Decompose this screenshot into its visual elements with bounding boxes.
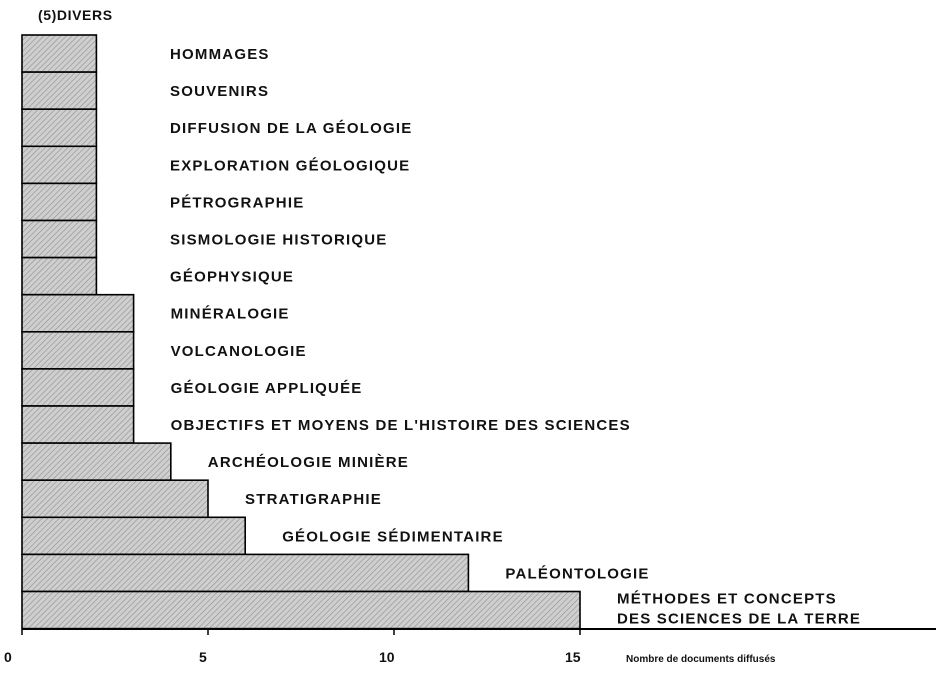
bar-paleontologie xyxy=(22,554,468,591)
category-label-volcanologie: VOLCANOLOGIE xyxy=(170,342,307,360)
category-label-objectifs-et-moyens-de-l-histoire-des-sciences: OBJECTIFS ET MOYENS DE L'HISTOIRE DES SCIENCES xyxy=(170,417,631,434)
bar-stratigraphie xyxy=(22,480,208,517)
bar-volcanologie xyxy=(22,332,134,369)
category-label-archeologie-miniere: ARCHÉOLOGIE MINIÈRE xyxy=(207,454,409,472)
bar-geophysique xyxy=(22,258,96,295)
category-label-stratigraphie: STRATIGRAPHIE xyxy=(245,491,382,509)
bar-petrographie xyxy=(22,183,96,220)
x-tick-label-0: 0 xyxy=(4,649,12,665)
category-label-mineralogie: MINÉRALOGIE xyxy=(170,305,290,323)
category-label-petrographie: PÉTROGRAPHIE xyxy=(170,194,305,212)
x-tick-label-5: 5 xyxy=(199,649,207,665)
bar-geologie-appliquee xyxy=(22,369,134,406)
x-ticks-group xyxy=(4,629,581,665)
top-note: (5)DIVERS xyxy=(38,7,113,23)
bar-geologie-sedimentaire xyxy=(22,517,245,554)
category-label-geophysique: GÉOPHYSIQUE xyxy=(170,268,295,286)
category-label-paleontologie: PALÉONTOLOGIE xyxy=(505,565,650,583)
bar-diffusion-de-la-geologie xyxy=(22,109,96,146)
category-label-exploration-geologique: EXPLORATION GÉOLOGIQUE xyxy=(170,157,411,175)
category-label-geologie-appliquee: GÉOLOGIE APPLIQUÉE xyxy=(170,379,363,397)
category-label-methodes-et-concepts-des-sciences-de-la-terre: MÉTHODES ET CONCEPTS DES SCIENCES DE LA TERRE xyxy=(617,590,862,628)
category-label-geologie-sedimentaire: GÉOLOGIE SÉDIMENTAIRE xyxy=(282,528,504,546)
x-tick-label-10: 10 xyxy=(379,649,395,665)
bar-hommages xyxy=(22,35,96,72)
category-labels-group xyxy=(170,46,861,628)
bar-objectifs-et-moyens-de-l-histoire-des-sciences xyxy=(22,406,134,443)
x-tick-label-15: 15 xyxy=(565,649,581,665)
bar-exploration-geologique xyxy=(22,146,96,183)
category-label-sismologie-historique: SISMOLOGIE HISTORIQUE xyxy=(170,231,388,249)
category-label-souvenirs: SOUVENIRS xyxy=(170,83,270,101)
bar-mineralogie xyxy=(22,295,134,332)
bar-souvenirs xyxy=(22,72,96,109)
category-label-hommages: HOMMAGES xyxy=(170,46,270,63)
category-label-diffusion-de-la-geologie: DIFFUSION DE LA GÉOLOGIE xyxy=(170,120,413,138)
bar-sismologie-historique xyxy=(22,221,96,258)
x-axis-title: Nombre de documents diffusés xyxy=(626,654,776,665)
bar-methodes-et-concepts-des-sciences-de-la-terre xyxy=(22,592,580,629)
bar-archeologie-miniere xyxy=(22,443,171,480)
